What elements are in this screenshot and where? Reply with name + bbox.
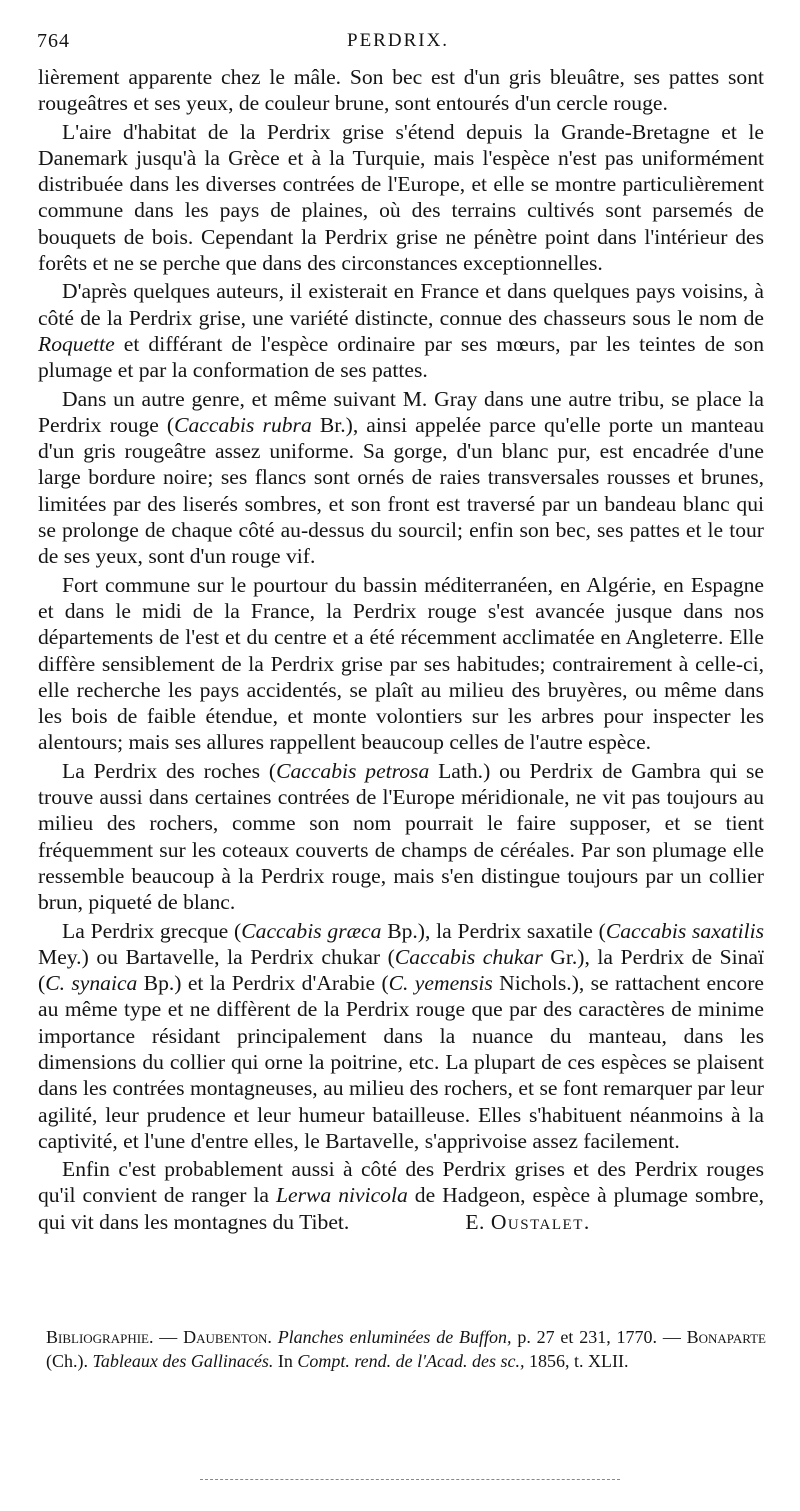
- species-name: Caccabis græca: [241, 918, 382, 943]
- author-name: Daubenton.: [183, 1327, 272, 1347]
- species-name: Caccabis rubra: [174, 412, 312, 437]
- paragraph-4: [38, 386, 764, 570]
- text-run: La Perdrix des roches (: [62, 758, 277, 783]
- text-run: Lath.) ou Perdrix de Gambra qui se trouve aussi dans certaines contrées de l'Europe méridionale, ne vit pas toujours au milieu des rochers, comme son nom pourrait le faire supposer, et se tient fréquemment sur les coteaux couverts de champs de céréales. Par son plumage elle ressemble beaucoup à la Perdrix rouge, mais s'en distingue toujours par un collier brun, piqueté de blanc.: [38, 758, 765, 915]
- paragraph-8: [38, 1156, 764, 1235]
- work-title: Tableaux des Gallinacés.: [92, 1351, 274, 1371]
- text-run: Enfin c'est probablement aussi à côté des Perdrix grises et des Perdrix rouges qu'il convient de ranger la: [38, 1157, 764, 1208]
- species-name: Caccabis saxatilis: [605, 918, 764, 943]
- text-run: Mey.) ou Bartavelle, la Perdrix chukar (: [38, 944, 395, 969]
- text-run: (Ch.).: [46, 1351, 93, 1371]
- paragraph-1: lièrement apparente chez le mâle. Son bec est d'un gris bleuâtre, ses pattes sont rougeâtres et ses yeux, de couleur brune, sont entourés d'un cercle rouge.: [38, 65, 764, 116]
- paragraph-5: Fort commune sur le pourtour du bassin méditerranéen, en Algérie, en Espagne et dans le midi de la France, la Perdrix rouge s'est avancée jusque dans nos départements de l'est et du centre et a été récemment acclimatée en Angleterre. Elle diffère sensiblement de la Perdrix grise par ses habitudes; contrairement à celle-ci, elle recherche les pays accidentés, se plaît au milieu des bruyères, ou même dans les bois de faible étendue, et monte volontiers sur les arbres pour inspecter les alentours; mais ses allures rappellent beaucoup celles de l'autre espèce.: [38, 572, 764, 755]
- signature-name: Oustalet.: [490, 1209, 591, 1234]
- signature-initial: E.: [465, 1209, 485, 1234]
- text-run: p. 27 et 231, 1770. —: [511, 1327, 687, 1347]
- journal-title: Compt. rend. de l'Acad. des sc.,: [297, 1351, 525, 1371]
- text-run: —: [153, 1327, 184, 1347]
- author-signature: [465, 1210, 590, 1234]
- author-name: Bonaparte: [686, 1327, 766, 1347]
- text-run: La Perdrix grecque (: [62, 918, 242, 943]
- species-name: Caccabis petrosa: [276, 758, 430, 783]
- species-name: C. yemensis: [388, 971, 493, 996]
- footer-rule: [200, 1479, 620, 1480]
- species-name: C. synaica: [45, 971, 138, 996]
- paragraph-3: [38, 278, 764, 383]
- text-run: Br.), ainsi appelée parce qu'elle porte un manteau d'un gris rougeâtre assez uniforme. Sa gorge, d'un blanc pur, est encadrée d'une large bordure noire; ses flancs sont ornés de raies transversales rousses et brunes, limitées par des liserés sombres, et son front est traversé par un bandeau blanc qui se prolonge de chaque côté au-dessus du sourcil; enfin son bec, ses pattes et le tour de ses yeux, sont d'un rouge vif.: [38, 412, 764, 569]
- bibliography: [46, 1325, 766, 1373]
- text-run: D'après quelques auteurs, il existerait en France et dans quelques pays voisins, à côté de la Perdrix grise, une variété distincte, connue des chasseurs sous le nom de: [38, 279, 764, 330]
- species-name: Lerwa nivicola: [276, 1183, 408, 1208]
- paragraph-6: [38, 758, 764, 916]
- text-run: Bp.) et la Perdrix d'Arabie (: [137, 971, 389, 996]
- bibliography-entry: [46, 1325, 766, 1373]
- paragraph-7: [38, 918, 764, 1155]
- text-run: Dans un autre genre, et même suivant M. Gray dans une autre tribu, se place la Perdrix rouge (: [38, 386, 764, 437]
- article-body: [38, 64, 764, 1235]
- running-title: PERDRIX.: [347, 30, 450, 51]
- text-run: In: [273, 1351, 298, 1371]
- species-name: Caccabis chukar: [394, 944, 543, 969]
- work-title: Planches enluminées de Buffon,: [277, 1327, 512, 1347]
- species-name: Roquette: [38, 331, 115, 356]
- text-run: de Hadgeon, espèce à plumage sombre, qui vit dans les montagnes du Tibet.: [38, 1183, 764, 1234]
- paragraph-2: L'aire d'habitat de la Perdrix grise s'étend depuis la Grande-Bretagne et le Danemark jusqu'à la Grèce et à la Turquie, mais l'espèce n'est pas uniformément distribuée dans les diverses contrées de l'Europe, et elle se montre particulièrement commune dans les pays de plaines, où des terrains cultivés sont parsemés de bouquets de bois. Cependant la Perdrix grise ne pénètre point dans l'intérieur des forêts et ne se perche que dans des circonstances exceptionnelles.: [38, 119, 764, 276]
- bibliography-label: Bibliographie.: [46, 1327, 154, 1347]
- text-run: 1856, t. XLII.: [524, 1351, 629, 1371]
- text-run: Nichols.), se rattachent encore au même type et ne diffèrent de la Perdrix rouge que par des caractères de minime importance résidant principalement dans la nuance du manteau, dans les dimensions du collier qui orne la poitrine, etc. La plupart de ces espèces se plaisent dans les contrées montagneuses, au milieu des rochers, et se font remarquer par leur agilité, leur prudence et leur humeur batailleuse. Elles s'habituent néanmoins à la captivité, et l'une d'entre elles, le Bartavelle, s'apprivoise assez facilement.: [38, 971, 765, 1153]
- text-run: et différant de l'espèce ordinaire par ses mœurs, par les teintes de son plumage et par la conformation de ses pattes.: [38, 331, 764, 383]
- text-run: Bp.), la Perdrix saxatile (: [381, 918, 606, 943]
- text-run: Gr.), la Perdrix de Sinaï (: [38, 944, 764, 996]
- page-number: 764: [37, 30, 70, 52]
- page-header: [37, 30, 762, 56]
